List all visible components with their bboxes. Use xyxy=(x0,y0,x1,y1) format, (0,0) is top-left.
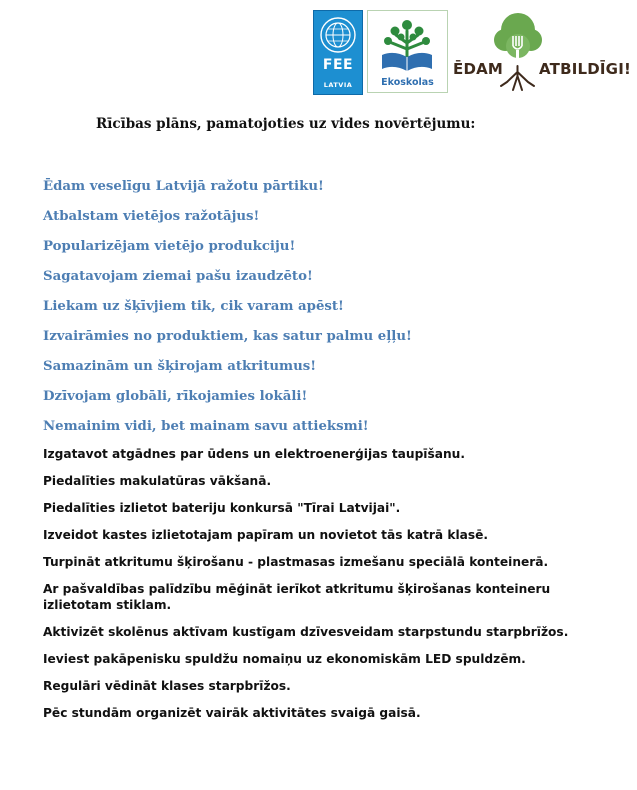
tree-fork-icon xyxy=(493,10,543,96)
action-item: Piedalīties makulatūras vākšanā. xyxy=(43,474,272,488)
slogan-item: Sagatavojam ziemai pašu izaudzēto! xyxy=(43,269,313,284)
action-list xyxy=(43,447,573,733)
edam-logo-word-1: ĒDAM xyxy=(453,60,504,78)
slogan-item: Liekam uz šķīvjiem tik, cik varam apēst! xyxy=(43,299,344,314)
slogan-item: Popularizējam vietējo produkciju! xyxy=(43,239,296,254)
page-title: Rīcības plāns, pamatojoties uz vides novērtējumu: xyxy=(96,116,476,132)
slogan-list xyxy=(43,178,412,448)
slogan-item: Nemainim vidi, bet mainam savu attieksmi! xyxy=(43,419,369,434)
action-item: Aktivizēt skolēnus aktīvam kustīgam dzīvesveidam starpstundu starpbrīžos. xyxy=(43,624,569,639)
action-item: Izgatavot atgādnes par ūdens un elektroenerģijas taupīšanu. xyxy=(43,447,465,461)
action-item: Regulāri vēdināt klases starpbrīžos. xyxy=(43,678,291,693)
slogan-item: Ēdam veselīgu Latvijā ražotu pārtiku! xyxy=(43,179,324,194)
ekoskolas-logo-text: Ekoskolas xyxy=(381,77,434,88)
edam-atbildigi-logo xyxy=(453,10,631,96)
tree-book-icon xyxy=(368,11,447,77)
edam-logo-word-2: ATBILDĪGI! xyxy=(539,60,632,78)
action-item: Ar pašvaldības palīdzību mēģināt ierīkot atkritumu šķirošanas konteineru izlietotam stiklam. xyxy=(43,582,551,612)
fee-logo xyxy=(313,10,363,95)
logo-strip xyxy=(313,10,631,96)
globe-icon xyxy=(314,11,362,59)
ekoskolas-logo xyxy=(367,10,448,93)
fee-logo-subtext: LATVIA xyxy=(323,81,353,89)
slogan-item: Izvairāmies no produktiem, kas satur palmu eļļu! xyxy=(43,329,412,344)
slogan-item: Atbalstam vietējos ražotājus! xyxy=(43,209,260,224)
fee-logo-text: FEE xyxy=(322,57,354,73)
action-item: Ieviest pakāpenisku spuldžu nomaiņu uz ekonomiskām LED spuldzēm. xyxy=(43,651,526,666)
action-item: Piedalīties izlietot bateriju konkursā "Tīrai Latvijai". xyxy=(43,501,401,515)
slogan-item: Dzīvojam globāli, rīkojamies lokāli! xyxy=(43,389,308,404)
action-item: Pēc stundām organizēt vairāk aktivitātes svaigā gaisā. xyxy=(43,705,421,720)
action-item: Izveidot kastes izlietotajam papīram un novietot tās katrā klasē. xyxy=(43,528,489,542)
slogan-item: Samazinām un šķirojam atkritumus! xyxy=(43,359,317,374)
action-item: Turpināt atkritumu šķirošanu - plastmasas izmešanu speciālā konteinerā. xyxy=(43,555,549,569)
